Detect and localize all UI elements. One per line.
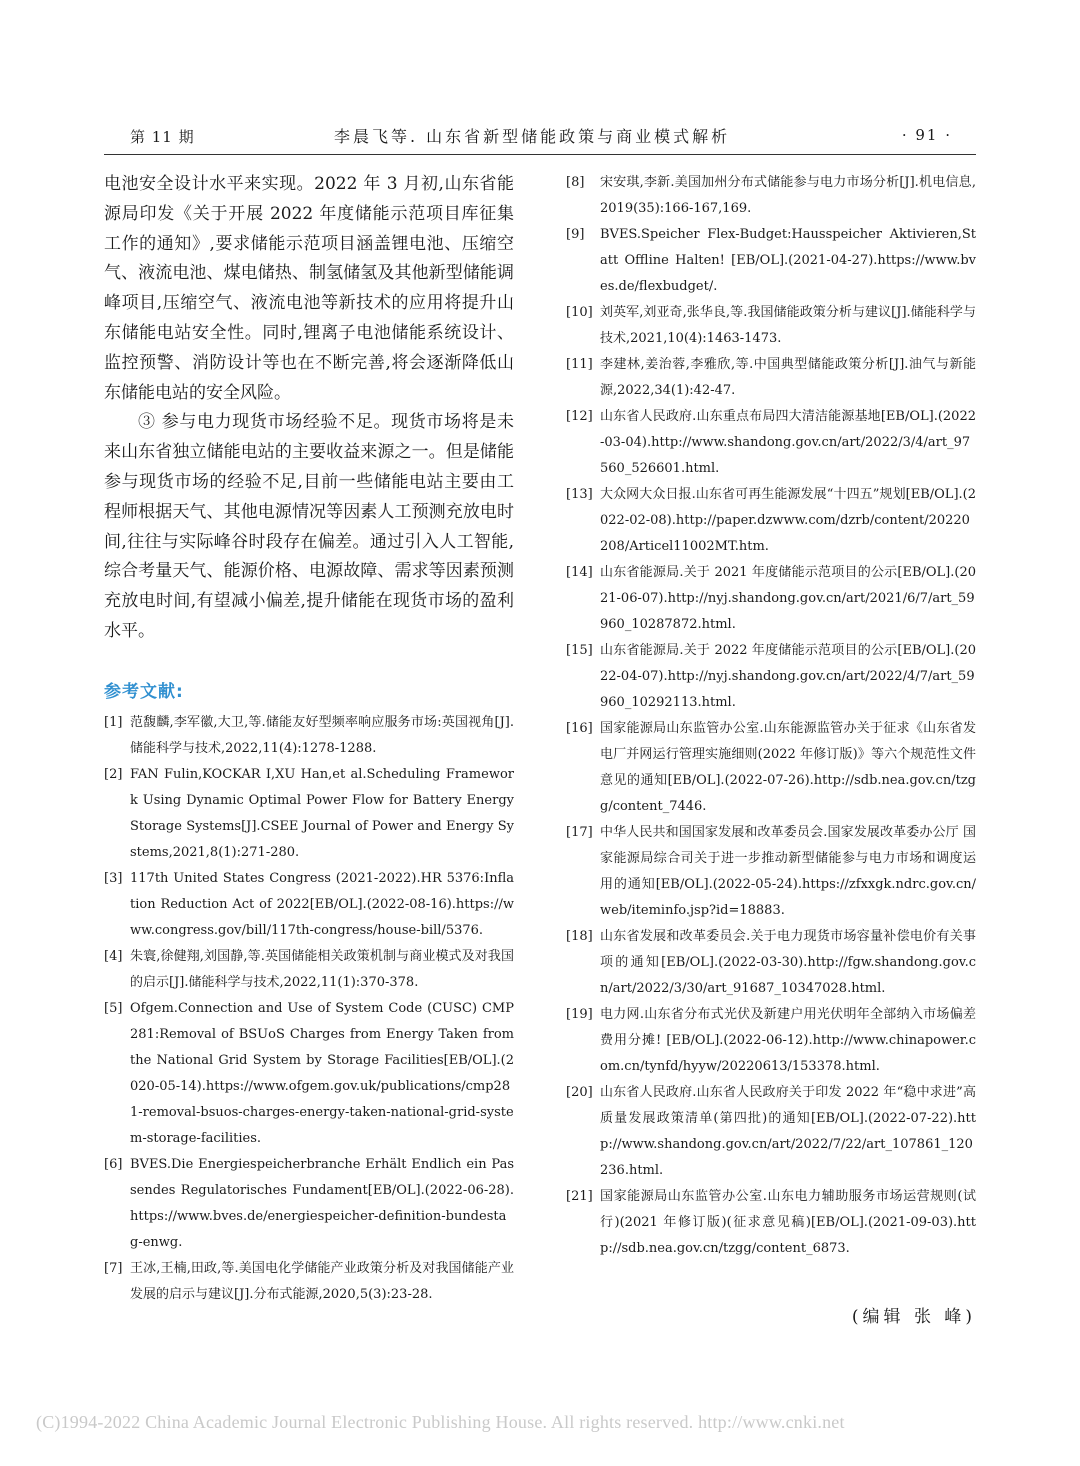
reference-text: 范馥麟,李军徽,大卫,等.储能友好型频率响应服务市场:英国视角[J].储能科学与技术,2022,11(4):1278-1288. <box>130 714 514 756</box>
reference-number: [11] <box>566 357 593 372</box>
reference-item <box>566 352 976 404</box>
reference-number: [14] <box>566 565 593 580</box>
page-header <box>104 124 976 150</box>
reference-text: 山东省人民政府.山东重点布局四大清洁能源基地[EB/OL].(2022-03-04).http://www.shandong.gov.cn/art/2022/3/4/art_97560_526601.html. <box>600 409 976 476</box>
reference-item <box>566 820 976 924</box>
reference-text: 山东省人民政府.山东省人民政府关于印发 2022 年“稳中求进”高质量发展政策清单(第四批)的通知[EB/OL].(2022-07-22).http://www.shandong.gov.cn/art/2022/7/22/art_107861_120236.html. <box>600 1085 976 1178</box>
editor-note: (编辑 张 峰) <box>851 1307 976 1327</box>
body-paragraph: 电池安全设计水平来实现。2022 年 3 月初,山东省能源局印发《关于开展 2022 年度储能示范项目库征集工作的通知》,要求储能示范项目涵盖锂电池、压缩空气、液流电池、煤电储热、制氢储氢及其他新型储能调峰项目,压缩空气、液流电池等新技术的应用将提升山东储能电站安全性。同时,锂离子电池储能系统设计、监控预警、消防设计等也在不断完善,将会逐渐降低山东储能电站的安全风险。 <box>104 174 514 403</box>
page-number: · 91 · <box>901 126 952 144</box>
reference-number: [8] <box>566 175 585 190</box>
reference-item <box>566 1080 976 1184</box>
reference-item <box>566 638 976 716</box>
reference-text: BVES.Speicher Flex-Budget:Hausspeicher Aktivieren,Statt Offline Halten! [EB/OL].(2021-04-27).https://www.bves.de/flexbudget/. <box>600 227 976 294</box>
running-title: 李晨飞等. 山东省新型储能政策与商业模式解析 <box>334 127 731 146</box>
reference-text: 国家能源局山东监管办公室.山东电力辅助服务市场运营规则(试行)(2021 年修订版)(征求意见稿)[EB/OL].(2021-09-03).http://sdb.nea.gov.cn/tzgg/content_6873. <box>600 1189 976 1256</box>
left-column <box>104 170 514 1308</box>
reference-item <box>104 1152 514 1256</box>
reference-number: [7] <box>104 1260 123 1276</box>
issue-number: 第 11 期 <box>130 128 195 146</box>
reference-text: 刘英军,刘亚奇,张华良,等.我国储能政策分析与建议[J].储能科学与技术,2021,10(4):1463-1473. <box>600 305 976 346</box>
reference-item <box>104 710 514 762</box>
reference-item <box>104 1256 514 1308</box>
reference-text: 王冰,王楠,田政,等.美国电化学储能产业政策分析及对我国储能产业发展的启示与建议[J].分布式能源,2020,5(3):23-28. <box>130 1260 514 1302</box>
reference-number: [5] <box>104 1000 123 1016</box>
reference-item <box>104 944 514 996</box>
reference-item <box>566 222 976 300</box>
reference-text: 朱寰,徐健翔,刘国静,等.英国储能相关政策机制与商业模式及对我国的启示[J].储能科学与技术,2022,11(1):370-378. <box>130 948 514 990</box>
reference-item <box>104 762 514 866</box>
reference-text: Ofgem.Connection and Use of System Code (CUSC) CMP281:Removal of BSUoS Charges from Energy Taken from the National Grid System by Storage Facilities[EB/OL].(2020-05-14).https://www.ofgem.gov.uk/publications/cmp281-removal-bsuos-charges-energy-taken-national-grid-system-storage-facilities. <box>130 1000 514 1146</box>
reference-number: [18] <box>566 929 593 944</box>
reference-number: [10] <box>566 305 593 320</box>
reference-item <box>566 1002 976 1080</box>
reference-list-right <box>566 170 976 1262</box>
reference-item <box>104 866 514 944</box>
reference-text: 中华人民共和国国家发展和改革委员会.国家发展改革委办公厅 国家能源局综合司关于进一步推动新型储能参与电力市场和调度运用的通知[EB/OL].(2022-05-24).https://zfxxgk.ndrc.gov.cn/web/iteminfo.jsp?id=18883. <box>600 825 976 918</box>
reference-number: [9] <box>566 227 585 242</box>
reference-number: [3] <box>104 870 123 886</box>
reference-item <box>566 1184 976 1262</box>
reference-number: [21] <box>566 1189 593 1204</box>
copyright-footer: (C)1994-2022 China Academic Journal Electronic Publishing House. All rights reserved. http://www.cnki.net <box>36 1412 845 1432</box>
reference-item <box>566 924 976 1002</box>
reference-number: [12] <box>566 409 593 424</box>
reference-text: 山东省能源局.关于 2021 年度储能示范项目的公示[EB/OL].(2021-06-07).http://nyj.shandong.gov.cn/art/2021/6/7/art_59960_10287872.html. <box>600 565 976 632</box>
reference-number: [1] <box>104 714 123 730</box>
reference-number: [19] <box>566 1007 593 1022</box>
reference-number: [2] <box>104 766 123 782</box>
reference-text: 117th United States Congress (2021-2022).HR 5376:Inflation Reduction Act of 2022[EB/OL].(2022-08-16).https://www.congress.gov/bill/117th-congress/house-bill/5376. <box>130 870 514 938</box>
reference-item <box>566 404 976 482</box>
reference-text: 大众网大众日报.山东省可再生能源发展“十四五”规划[EB/OL].(2022-02-08).http://paper.dzwww.com/dzrb/content/20220208/Articel11002MT.htm. <box>600 487 976 554</box>
reference-number: [16] <box>566 721 593 736</box>
reference-text: 山东省发展和改革委员会.关于电力现货市场容量补偿电价有关事项的通知[EB/OL].(2022-03-30).http://fgw.shandong.gov.cn/art/2022/3/30/art_91687_10347028.html. <box>600 929 976 996</box>
reference-text: 山东省能源局.关于 2022 年度储能示范项目的公示[EB/OL].(2022-04-07).http://nyj.shandong.gov.cn/art/2022/4/7/art_59960_10292113.html. <box>600 643 976 710</box>
header-rule <box>104 154 976 155</box>
reference-item <box>566 300 976 352</box>
reference-item <box>566 560 976 638</box>
reference-number: [17] <box>566 825 593 840</box>
reference-item <box>566 170 976 222</box>
reference-item <box>104 996 514 1152</box>
reference-number: [20] <box>566 1085 593 1100</box>
reference-text: 宋安琪,李新.美国加州分布式储能参与电力市场分析[J].机电信息,2019(35):166-167,169. <box>600 175 976 216</box>
body-paragraph: ③ 参与电力现货市场经验不足。现货市场将是未来山东省独立储能电站的主要收益来源之一。但是储能参与现货市场的经验不足,目前一些储能电站主要由工程师根据天气、其他电源情况等因素人工预测充放电时间,往往与实际峰谷时段存在偏差。通过引入人工智能,综合考量天气、能源价格、电源故障、需求等因素预测充放电时间,有望减小偏差,提升储能在现货市场的盈利水平。 <box>104 412 514 641</box>
references-heading: 参考文献: <box>104 681 184 702</box>
reference-number: [15] <box>566 643 593 658</box>
reference-text: 电力网.山东省分布式光伏及新建户用光伏明年全部纳入市场偏差费用分摊! [EB/OL].(2022-06-12).http://www.chinapower.com.cn/tynfd/hyyw/20220613/153378.html. <box>600 1007 976 1074</box>
reference-item <box>566 716 976 820</box>
right-column <box>566 170 976 1262</box>
reference-number: [6] <box>104 1156 123 1172</box>
reference-text: 国家能源局山东监管办公室.山东能源监管办关于征求《山东省发电厂并网运行管理实施细则(2022 年修订版)》等六个规范性文件意见的通知[EB/OL].(2022-07-26).http://sdb.nea.gov.cn/tzgg/content_7446. <box>600 721 976 814</box>
reference-number: [4] <box>104 948 123 964</box>
reference-item <box>566 482 976 560</box>
reference-text: 李建林,姜治蓉,李雅欣,等.中国典型储能政策分析[J].油气与新能源,2022,34(1):42-47. <box>600 357 976 398</box>
reference-list-left <box>104 710 514 1308</box>
reference-number: [13] <box>566 487 593 502</box>
reference-text: BVES.Die Energiespeicherbranche Erhält Endlich ein Passendes Regulatorisches Fundament[EB/OL].(2022-06-28).https://www.bves.de/energiespeicher-definition-bundestag-enwg. <box>130 1156 514 1250</box>
reference-text: FAN Fulin,KOCKAR I,XU Han,et al.Scheduling Framework Using Dynamic Optimal Power Flow for Battery Energy Storage Systems[J].CSEE Journal of Power and Energy Systems,2021,8(1):271-280. <box>130 766 514 860</box>
